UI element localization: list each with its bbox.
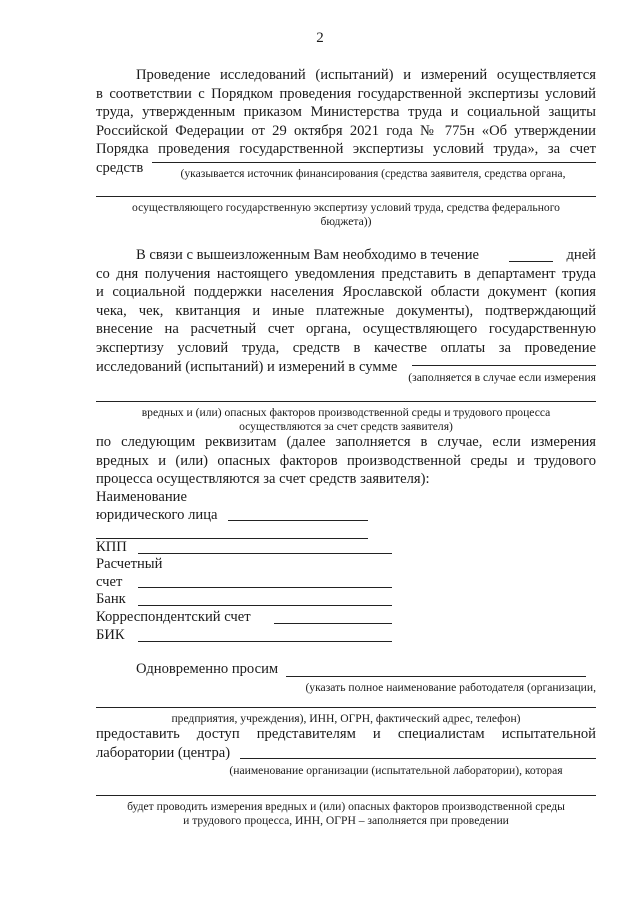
bank-field[interactable] (138, 605, 392, 606)
paragraph-line: лаборатории (центра) (96, 744, 231, 761)
paragraph-line: по следующим реквизитам (далее заполняется в случае, если измерения (96, 434, 596, 450)
paragraph-line: Российской Федерации от 29 октября 2021 года № 775н «Об утверждении (96, 122, 596, 139)
hint-laboratory: (наименование организации (испытательной лаборатории), которая (229, 764, 563, 777)
hint-amount: (заполняется в случае если измерения (408, 371, 596, 384)
paragraph-line: труда, утвержденным приказом Министерства труда и социальной защиты (96, 104, 596, 121)
label-account: Расчетный (96, 556, 163, 572)
page-number: 2 (316, 30, 324, 46)
paragraph-line: исследований (испытаний) и измерений в сумме (96, 358, 398, 375)
funding-source-field[interactable] (152, 162, 596, 163)
paragraph-payment (96, 246, 596, 376)
laboratory-field[interactable] (240, 758, 596, 759)
hint-funding-source: (указывается источник финансирования (средства заявителя, средства органа, (180, 167, 566, 180)
paragraph-line (96, 246, 596, 265)
hint-laboratory: и трудового процесса, ИНН, ОГРН – заполняется при проведении (183, 814, 509, 827)
paragraph-line: экспертизу условий труда, средств в качестве оплаты за проведение (96, 339, 596, 356)
hint-amount: осуществляются за счет средств заявителя) (239, 420, 453, 433)
label-kpp: КПП (96, 539, 127, 555)
paragraph-line: Проведение исследований (испытаний) и измерений осуществляется (136, 67, 596, 83)
account-field[interactable] (138, 587, 392, 588)
label-name: Наименование (96, 489, 187, 505)
hint-employer: (указать полное наименование работодателя (организации, (305, 681, 596, 694)
paragraph-line: со дня получения настоящего уведомления представить в департамент труда (96, 265, 596, 282)
paragraph-line: в соответствии с Порядком проведения государственной экспертизы условий (96, 85, 596, 102)
paragraph-line: вредных и (или) опасных факторов производственной среды и трудового (96, 452, 596, 469)
paragraph-line: предоставить доступ представителям и специалистам испытательной (96, 726, 596, 742)
hint-funding-source: осуществляющего государственную экспертизу условий труда, средства федерального (132, 201, 560, 214)
paragraph-line: средств (96, 159, 144, 176)
request-text: Одновременно просим (136, 661, 279, 677)
funding-source-field-continued[interactable] (96, 196, 596, 197)
label-bank: Банк (96, 591, 126, 607)
paragraph-line: чека, чек, квитанция и иные платежные документы), подтверждающий (96, 302, 596, 319)
hint-employer: предприятия, учреждения), ИНН, ОГРН, фактический адрес, телефон) (171, 712, 521, 725)
paragraph-access (96, 725, 596, 762)
paragraph-line: процесса осуществляются за счет средств заявителя): (96, 471, 430, 488)
label-corr-account: Корреспондентский счет (96, 609, 251, 625)
paragraph-text: дней (566, 247, 596, 263)
bik-field[interactable] (138, 641, 392, 642)
amount-field[interactable] (412, 365, 596, 366)
paragraph-line: Порядка проведения государственной экспертизы условий труда», за счет (96, 141, 596, 158)
corr-account-field[interactable] (274, 623, 392, 624)
paragraph-line: и социальной поддержки населения Ярославской области документ (копия (96, 284, 596, 301)
employer-field-continued[interactable] (96, 707, 596, 708)
employer-field[interactable] (286, 676, 586, 677)
legal-entity-field-continued[interactable] (96, 538, 368, 539)
label-account-cont: счет (96, 574, 123, 590)
hint-amount: вредных и (или) опасных факторов производственной среды и трудового процесса (141, 406, 551, 419)
hint-funding-source: бюджета)) (320, 215, 372, 228)
kpp-field[interactable] (138, 553, 392, 554)
laboratory-field-continued[interactable] (96, 795, 596, 796)
legal-entity-field[interactable] (228, 520, 368, 521)
paragraph-text: В связи с вышеизложенным Вам необходимо в течение (136, 247, 480, 263)
paragraph-requisites (96, 433, 596, 489)
amount-field-continued[interactable] (96, 401, 596, 402)
hint-laboratory: будет проводить измерения вредных и (или) опасных факторов производственной среды (127, 800, 565, 813)
label-legal-entity: юридического лица (96, 507, 218, 523)
paragraph-funding (96, 66, 596, 178)
days-field[interactable] (509, 261, 553, 262)
label-bik: БИК (96, 627, 125, 643)
paragraph-line: внесение на расчетный счет органа, осуществляющего государственную (96, 321, 596, 338)
